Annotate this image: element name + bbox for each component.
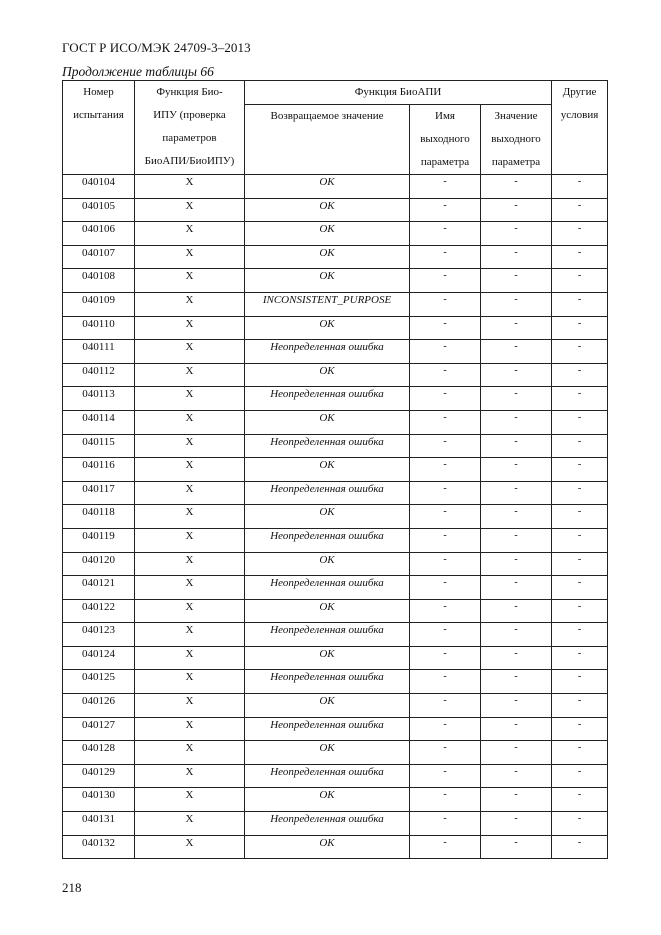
cell-output-value: - (481, 717, 552, 741)
cell-test-number: 040132 (63, 835, 135, 859)
cell-other-conditions: - (552, 340, 608, 364)
cell-test-number: 040125 (63, 670, 135, 694)
cell-bioipu-function: X (135, 245, 245, 269)
cell-output-value: - (481, 505, 552, 529)
cell-output-name: - (410, 316, 481, 340)
cell-output-name: - (410, 410, 481, 434)
cell-test-number: 040105 (63, 198, 135, 222)
cell-other-conditions: - (552, 505, 608, 529)
table-row (63, 599, 608, 623)
cell-output-value: - (481, 175, 552, 199)
header-output-value-line2: выходного (491, 133, 541, 145)
cell-bioipu-function: X (135, 410, 245, 434)
cell-bioipu-function: X (135, 434, 245, 458)
cell-test-number: 040109 (63, 292, 135, 316)
cell-other-conditions: - (552, 646, 608, 670)
cell-test-number: 040116 (63, 458, 135, 482)
cell-test-number: 040119 (63, 528, 135, 552)
cell-test-number: 040131 (63, 812, 135, 836)
cell-bioipu-function: X (135, 812, 245, 836)
cell-bioipu-function: X (135, 505, 245, 529)
cell-bioipu-function: X (135, 741, 245, 765)
cell-output-name: - (410, 788, 481, 812)
table-row (63, 552, 608, 576)
header-other-conditions (552, 81, 608, 175)
page-number: 218 (62, 880, 82, 895)
table-row (63, 528, 608, 552)
cell-return-value: Неопределенная ошибка (245, 812, 410, 836)
table-row (63, 788, 608, 812)
header-bioapi-function: Функция БиоАПИ (245, 81, 552, 105)
cell-output-name: - (410, 387, 481, 411)
cell-bioipu-function: X (135, 458, 245, 482)
cell-test-number: 040114 (63, 410, 135, 434)
cell-output-value: - (481, 458, 552, 482)
document-header: ГОСТ Р ИСО/МЭК 24709-3–2013 (62, 40, 251, 55)
cell-test-number: 040104 (63, 175, 135, 199)
table-row (63, 576, 608, 600)
cell-output-name: - (410, 505, 481, 529)
cell-output-value: - (481, 788, 552, 812)
cell-return-value: Неопределенная ошибка (245, 434, 410, 458)
cell-output-name: - (410, 363, 481, 387)
table-row (63, 175, 608, 199)
table-caption: Продолжение таблицы 66 (62, 64, 214, 79)
cell-bioipu-function: X (135, 387, 245, 411)
cell-output-name: - (410, 646, 481, 670)
table-row (63, 623, 608, 647)
cell-test-number: 040129 (63, 764, 135, 788)
table-row (63, 835, 608, 859)
header-test-number-line1: Номер (83, 86, 114, 98)
cell-output-name: - (410, 552, 481, 576)
table-body (63, 175, 608, 859)
cell-return-value: OK (245, 410, 410, 434)
table-row (63, 764, 608, 788)
cell-bioipu-function: X (135, 835, 245, 859)
cell-output-value: - (481, 434, 552, 458)
cell-bioipu-function: X (135, 481, 245, 505)
cell-bioipu-function: X (135, 175, 245, 199)
cell-output-value: - (481, 835, 552, 859)
header-output-value (481, 105, 552, 175)
cell-return-value: Неопределенная ошибка (245, 387, 410, 411)
cell-output-value: - (481, 363, 552, 387)
cell-bioipu-function: X (135, 576, 245, 600)
cell-other-conditions: - (552, 599, 608, 623)
cell-other-conditions: - (552, 198, 608, 222)
table-row (63, 481, 608, 505)
cell-other-conditions: - (552, 222, 608, 246)
cell-return-value: OK (245, 694, 410, 718)
cell-output-name: - (410, 599, 481, 623)
table-row (63, 434, 608, 458)
table-row (63, 316, 608, 340)
cell-output-value: - (481, 623, 552, 647)
cell-test-number: 040126 (63, 694, 135, 718)
cell-bioipu-function: X (135, 646, 245, 670)
cell-output-value: - (481, 198, 552, 222)
cell-output-name: - (410, 245, 481, 269)
cell-return-value: OK (245, 646, 410, 670)
cell-output-name: - (410, 269, 481, 293)
cell-bioipu-function: X (135, 694, 245, 718)
cell-test-number: 040127 (63, 717, 135, 741)
cell-other-conditions: - (552, 387, 608, 411)
cell-output-name: - (410, 222, 481, 246)
cell-bioipu-function: X (135, 623, 245, 647)
cell-return-value: Неопределенная ошибка (245, 340, 410, 364)
table-row (63, 387, 608, 411)
header-test-number (63, 81, 135, 175)
cell-test-number: 040120 (63, 552, 135, 576)
cell-bioipu-function: X (135, 316, 245, 340)
cell-output-name: - (410, 741, 481, 765)
cell-other-conditions: - (552, 175, 608, 199)
cell-output-value: - (481, 599, 552, 623)
header-other-line1: Другие (562, 86, 597, 98)
cell-bioipu-function: X (135, 552, 245, 576)
cell-test-number: 040112 (63, 363, 135, 387)
table-row (63, 222, 608, 246)
cell-output-value: - (481, 410, 552, 434)
header-bioipu-line1: Функция Био- (156, 86, 223, 98)
cell-return-value: OK (245, 245, 410, 269)
cell-output-name: - (410, 812, 481, 836)
cell-return-value: OK (245, 175, 410, 199)
cell-output-name: - (410, 340, 481, 364)
cell-output-name: - (410, 717, 481, 741)
cell-bioipu-function: X (135, 292, 245, 316)
table-header (63, 81, 608, 175)
cell-bioipu-function: X (135, 198, 245, 222)
cell-bioipu-function: X (135, 528, 245, 552)
header-test-number-line2: испытания (73, 109, 124, 121)
cell-output-value: - (481, 528, 552, 552)
cell-other-conditions: - (552, 576, 608, 600)
cell-other-conditions: - (552, 623, 608, 647)
cell-other-conditions: - (552, 764, 608, 788)
header-bioipu-line2: ИПУ (проверка (153, 109, 226, 121)
cell-other-conditions: - (552, 694, 608, 718)
header-output-name (410, 105, 481, 175)
cell-return-value: Неопределенная ошибка (245, 528, 410, 552)
table-row (63, 198, 608, 222)
cell-bioipu-function: X (135, 363, 245, 387)
table-row (63, 458, 608, 482)
header-output-value-line1: Значение (494, 110, 538, 122)
header-output-name-line1: Имя (435, 110, 455, 122)
cell-test-number: 040124 (63, 646, 135, 670)
cell-test-number: 040113 (63, 387, 135, 411)
cell-other-conditions: - (552, 670, 608, 694)
cell-output-name: - (410, 175, 481, 199)
cell-output-name: - (410, 458, 481, 482)
cell-other-conditions: - (552, 245, 608, 269)
cell-output-name: - (410, 434, 481, 458)
cell-output-value: - (481, 222, 552, 246)
cell-other-conditions: - (552, 741, 608, 765)
cell-other-conditions: - (552, 717, 608, 741)
cell-test-number: 040106 (63, 222, 135, 246)
cell-output-value: - (481, 741, 552, 765)
cell-test-number: 040130 (63, 788, 135, 812)
cell-test-number: 040121 (63, 576, 135, 600)
cell-return-value: Неопределенная ошибка (245, 576, 410, 600)
cell-other-conditions: - (552, 410, 608, 434)
cell-test-number: 040115 (63, 434, 135, 458)
cell-test-number: 040111 (63, 340, 135, 364)
cell-test-number: 040117 (63, 481, 135, 505)
cell-output-value: - (481, 694, 552, 718)
cell-other-conditions: - (552, 481, 608, 505)
header-output-value-line3: параметра (491, 156, 541, 168)
cell-test-number: 040118 (63, 505, 135, 529)
cell-output-name: - (410, 576, 481, 600)
cell-output-value: - (481, 481, 552, 505)
cell-output-name: - (410, 670, 481, 694)
table-row (63, 505, 608, 529)
cell-output-value: - (481, 316, 552, 340)
header-bioipu-function (135, 81, 245, 175)
cell-test-number: 040128 (63, 741, 135, 765)
header-return-value-text: Возвращаемое значение (270, 110, 384, 122)
cell-output-name: - (410, 528, 481, 552)
table-row (63, 694, 608, 718)
cell-bioipu-function: X (135, 670, 245, 694)
cell-output-value: - (481, 340, 552, 364)
cell-output-value: - (481, 812, 552, 836)
cell-bioipu-function: X (135, 599, 245, 623)
cell-output-value: - (481, 269, 552, 293)
cell-bioipu-function: X (135, 717, 245, 741)
cell-output-value: - (481, 670, 552, 694)
header-return-value (245, 105, 410, 175)
cell-other-conditions: - (552, 835, 608, 859)
cell-output-value: - (481, 292, 552, 316)
table-row (63, 245, 608, 269)
table-row (63, 670, 608, 694)
cell-output-name: - (410, 694, 481, 718)
cell-other-conditions: - (552, 434, 608, 458)
table-row (63, 741, 608, 765)
cell-other-conditions: - (552, 788, 608, 812)
cell-other-conditions: - (552, 552, 608, 576)
header-bioipu-line3: параметров (162, 132, 217, 144)
test-table (62, 80, 608, 859)
cell-test-number: 040108 (63, 269, 135, 293)
cell-output-value: - (481, 387, 552, 411)
cell-bioipu-function: X (135, 764, 245, 788)
header-output-name-line3: параметра (420, 156, 470, 168)
cell-output-name: - (410, 292, 481, 316)
cell-output-value: - (481, 245, 552, 269)
table-row (63, 292, 608, 316)
cell-return-value: OK (245, 599, 410, 623)
cell-bioipu-function: X (135, 788, 245, 812)
cell-test-number: 040123 (63, 623, 135, 647)
cell-return-value: Неопределенная ошибка (245, 481, 410, 505)
cell-return-value: OK (245, 269, 410, 293)
table-row (63, 363, 608, 387)
cell-output-name: - (410, 623, 481, 647)
cell-return-value: OK (245, 316, 410, 340)
cell-other-conditions: - (552, 458, 608, 482)
cell-other-conditions: - (552, 528, 608, 552)
cell-return-value: Неопределенная ошибка (245, 623, 410, 647)
cell-output-name: - (410, 198, 481, 222)
cell-return-value: Неопределенная ошибка (245, 717, 410, 741)
table-row (63, 340, 608, 364)
cell-return-value: OK (245, 788, 410, 812)
cell-output-name: - (410, 835, 481, 859)
table-row (63, 812, 608, 836)
cell-other-conditions: - (552, 292, 608, 316)
cell-output-name: - (410, 481, 481, 505)
cell-return-value: INCONSISTENT_PURPOSE (245, 292, 410, 316)
header-output-name-line2: выходного (420, 133, 470, 145)
table-row (63, 269, 608, 293)
cell-return-value: Неопределенная ошибка (245, 670, 410, 694)
header-other-line2: условия (560, 109, 599, 121)
cell-other-conditions: - (552, 269, 608, 293)
cell-output-value: - (481, 576, 552, 600)
cell-other-conditions: - (552, 363, 608, 387)
cell-output-value: - (481, 646, 552, 670)
cell-bioipu-function: X (135, 269, 245, 293)
cell-output-value: - (481, 552, 552, 576)
cell-bioipu-function: X (135, 222, 245, 246)
cell-other-conditions: - (552, 316, 608, 340)
cell-return-value: OK (245, 835, 410, 859)
cell-return-value: OK (245, 552, 410, 576)
cell-return-value: OK (245, 222, 410, 246)
cell-output-name: - (410, 764, 481, 788)
cell-return-value: OK (245, 363, 410, 387)
cell-test-number: 040107 (63, 245, 135, 269)
cell-output-value: - (481, 764, 552, 788)
cell-other-conditions: - (552, 812, 608, 836)
table-row (63, 646, 608, 670)
cell-return-value: Неопределенная ошибка (245, 764, 410, 788)
cell-test-number: 040110 (63, 316, 135, 340)
cell-return-value: OK (245, 741, 410, 765)
cell-bioipu-function: X (135, 340, 245, 364)
cell-test-number: 040122 (63, 599, 135, 623)
header-bioipu-line4: БиоАПИ/БиоИПУ) (144, 155, 235, 167)
cell-return-value: OK (245, 505, 410, 529)
cell-return-value: OK (245, 198, 410, 222)
table-row (63, 717, 608, 741)
table-row (63, 410, 608, 434)
cell-return-value: OK (245, 458, 410, 482)
